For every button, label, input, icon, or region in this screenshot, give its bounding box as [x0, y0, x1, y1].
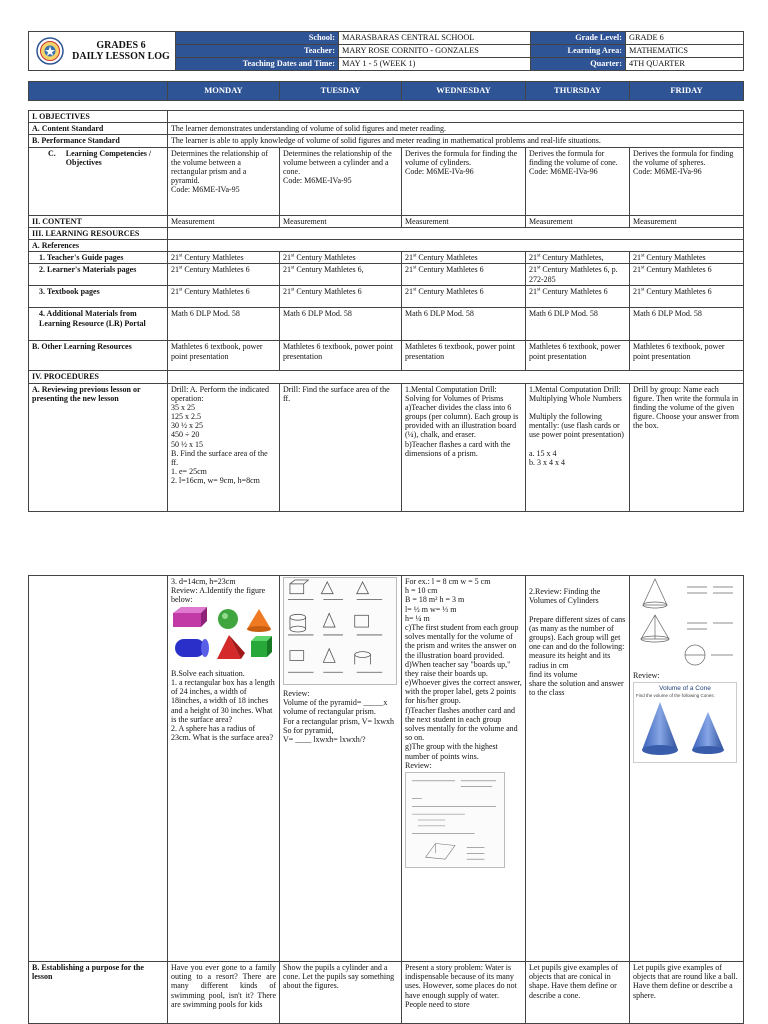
quarter-label: Quarter:	[531, 58, 626, 71]
purpose-label: B. Establishing a purpose for the lesson	[29, 962, 168, 1024]
performance-standard-row	[29, 135, 744, 147]
tg-text: Century Mathletes	[416, 253, 478, 263]
cont-thursday-text: 2.Review: Finding the Volumes of Cylinders Prepare different sizes of cans (as many as the number of groups). Each group will get one can and do the following: measure its height and its radius in cm find its volume share the solution and answer to the class	[529, 587, 626, 698]
day-friday: FRIDAY	[630, 82, 744, 101]
tb-friday	[630, 286, 744, 308]
tg-prefix: 21	[405, 253, 413, 263]
dates-label: Teaching Dates and Time:	[176, 58, 339, 71]
performance-standard-label: B. Performance Standard	[29, 135, 168, 147]
teacher-value: MARY ROSE CORNITO - GONZALES	[339, 45, 531, 58]
cont-friday	[630, 576, 744, 962]
competency-tuesday: Determines the relationship of the volume between a cylinder and a cone. Code: M6ME-IVa-95	[280, 147, 402, 215]
content-friday: Measurement	[630, 215, 744, 227]
competency-friday: Derives the formula for finding the volume of spheres. Code: M6ME-IVa-96	[630, 147, 744, 215]
tb-thursday	[526, 286, 630, 308]
tb-text: Century Mathletes 6	[416, 287, 484, 297]
content-wednesday: Measurement	[402, 215, 526, 227]
tb-sup: st	[641, 287, 645, 293]
blue-cones-image	[636, 698, 734, 758]
am-wednesday: Math 6 DLP Mod. 58	[402, 308, 526, 341]
tg-sup: st	[291, 253, 295, 259]
lm-sup: st	[641, 265, 645, 271]
content-standard-value: The learner demonstrates understanding of volume of solid figures and meter reading.	[168, 123, 744, 135]
quarter-value: 4TH QUARTER	[626, 58, 744, 71]
tb-prefix: 21	[283, 287, 291, 297]
teachers-guide-label: 1. Teacher's Guide pages	[29, 252, 168, 264]
content-standard-label: A. Content Standard	[29, 123, 168, 135]
tb-prefix: 21	[171, 287, 179, 297]
references-row	[29, 239, 744, 251]
lm-wednesday	[402, 264, 526, 286]
resources-heading-row	[29, 227, 744, 239]
tb-tuesday	[280, 286, 402, 308]
dll-title: DAILY LESSON LOG	[72, 51, 170, 62]
content-tuesday: Measurement	[280, 215, 402, 227]
tg-text: Century Mathletes	[644, 253, 706, 263]
content-thursday: Measurement	[526, 215, 630, 227]
content-standard-row	[29, 123, 744, 135]
purpose-row	[29, 962, 744, 1024]
competencies-label-cell	[29, 147, 168, 215]
learners-materials-row	[29, 264, 744, 286]
tb-sup: st	[179, 287, 183, 293]
competencies-row	[29, 147, 744, 215]
tg-friday	[630, 252, 744, 264]
cont-monday-top: 3. d=14cm, h=23cm Review: A.Identify the figure below:	[171, 577, 266, 605]
day-monday: MONDAY	[168, 82, 280, 101]
cone-worksheet	[633, 682, 737, 763]
tb-sup: st	[291, 287, 295, 293]
day-wednesday: WEDNESDAY	[402, 82, 526, 101]
references-blank	[168, 239, 744, 251]
lm-text: Century Mathletes 6	[416, 265, 484, 275]
header-table	[28, 31, 744, 71]
reviewing-thursday: 1.Mental Computation Drill: Multiplying Whole Numbers Multiply the following mentally: (use flash cards or use power point presentation) a. 15 x 4 b. 3 x 4 x 4	[526, 383, 630, 511]
learners-materials-label: 2. Learner's Materials pages	[29, 264, 168, 286]
teachers-guide-row	[29, 252, 744, 264]
textbook-label: 3. Textbook pages	[29, 286, 168, 308]
lm-prefix: 21	[171, 265, 179, 275]
lm-tuesday	[280, 264, 402, 286]
day-header-blank	[29, 82, 168, 101]
other-wednesday: Mathletes 6 textbook, power point presentation	[402, 341, 526, 371]
objectives-heading-row	[29, 111, 744, 123]
purpose-friday: Let pupils give examples of objects that are round like a ball. Have them define or describe a sphere.	[630, 962, 744, 1024]
resources-heading: III. LEARNING RESOURCES	[29, 227, 168, 239]
reviewing-friday: Drill by group: Name each figure. Then write the formula in finding the volume of the given figure. Choose your answer from the box.	[630, 383, 744, 511]
log-title	[70, 40, 172, 63]
procedures-heading-blank	[168, 371, 744, 383]
cone-worksheet-title: Volume of a Cone	[659, 685, 711, 693]
learning-area-label: Learning Area:	[531, 45, 626, 58]
lm-text: Century Mathletes 6	[182, 265, 250, 275]
content-monday: Measurement	[168, 215, 280, 227]
lm-sup: st	[413, 265, 417, 271]
other-resources-label: B. Other Learning Resources	[29, 341, 168, 371]
am-monday: Math 6 DLP Mod. 58	[168, 308, 280, 341]
tg-sup: st	[537, 253, 541, 259]
grade-level-value: GRADE 6	[626, 32, 744, 45]
grade-level-label: Grade Level:	[531, 32, 626, 45]
tg-sup: st	[179, 253, 183, 259]
lm-text: Century Mathletes 6, p. 272-285	[529, 265, 618, 284]
lesson-table-continued	[28, 575, 744, 1024]
tg-prefix: 21	[633, 253, 641, 263]
reviewing-row	[29, 383, 744, 511]
logo-cell	[29, 32, 176, 71]
objectives-heading-blank	[168, 111, 744, 123]
tb-wednesday	[402, 286, 526, 308]
cont-wednesday	[402, 576, 526, 962]
lm-thursday	[526, 264, 630, 286]
textbook-row	[29, 286, 744, 308]
school-label: School:	[176, 32, 339, 45]
competency-thursday: Derives the formula for finding the volume of cone. Code: M6ME-IVa-96	[526, 147, 630, 215]
cont-thursday	[526, 576, 630, 962]
tg-wednesday	[402, 252, 526, 264]
tb-text: Century Mathletes 6	[182, 287, 250, 297]
lm-sup: st	[179, 265, 183, 271]
tg-tuesday	[280, 252, 402, 264]
lesson-table	[28, 110, 744, 512]
reviewing-tuesday: Drill: Find the surface area of the ff.	[280, 383, 402, 511]
tg-text: Century Mathletes	[182, 253, 244, 263]
other-monday: Mathletes 6 textbook, power point presentation	[168, 341, 280, 371]
objectives-heading: I. OBJECTIVES	[29, 111, 168, 123]
tb-prefix: 21	[633, 287, 641, 297]
purpose-tuesday: Show the pupils a cylinder and a cone. Let the pupils say something about the figures.	[280, 962, 402, 1024]
tg-prefix: 21	[283, 253, 291, 263]
teacher-label: Teacher:	[176, 45, 339, 58]
competencies-letter: C.	[48, 148, 56, 158]
cone-worksheet-subtitle: Find the volume of the following Cones:	[636, 692, 715, 698]
tg-monday	[168, 252, 280, 264]
reviewing-monday: Drill: A. Perform the indicated operation: 35 x 25 125 x 2.5 30 ½ x 25 450 ÷ 20 50 ½ x 15 B. Find the surface area of the ff. 1. e= 25cm 2. l=16cm, w= 9cm, h=8cm	[168, 383, 280, 511]
competency-wednesday: Derives the formula for finding the volume of cylinders. Code: M6ME-IVa-96	[402, 147, 526, 215]
lm-sup: st	[537, 265, 541, 271]
performance-standard-value: The learner is able to apply knowledge of volume of solid figures and meter reading in mathematical problems and real-life situations.	[168, 135, 744, 147]
tg-thursday	[526, 252, 630, 264]
am-friday: Math 6 DLP Mod. 58	[630, 308, 744, 341]
other-resources-row	[29, 341, 744, 371]
other-tuesday: Mathletes 6 textbook, power point presentation	[280, 341, 402, 371]
lm-prefix: 21	[529, 265, 537, 275]
lm-text: Century Mathletes 6,	[294, 265, 364, 275]
reviewing-wednesday: 1.Mental Computation Drill: Solving for Volumes of Prisms a)Teacher divides the class into 6 groups (per column). Each group is provided with an illustration board (¼), chalk, and eraser. b)Teacher flashes a card with the dimensions of a prism.	[402, 383, 526, 511]
day-tuesday: TUESDAY	[280, 82, 402, 101]
purpose-wednesday: Present a story problem: Water is indispensable because of its many uses. However, some places do not have enough supply of water. People need to store	[402, 962, 526, 1024]
day-thursday: THURSDAY	[526, 82, 630, 101]
lm-prefix: 21	[283, 265, 291, 275]
am-tuesday: Math 6 DLP Mod. 58	[280, 308, 402, 341]
tg-sup: st	[413, 253, 417, 259]
purpose-thursday: Let pupils give examples of objects that are conical in shape. Have them define or describe a cone.	[526, 962, 630, 1024]
tb-text: Century Mathletes 6	[294, 287, 362, 297]
school-value: MARASBARAS CENTRAL SCHOOL	[339, 32, 531, 45]
solid-figures-image	[171, 607, 275, 665]
additional-materials-row	[29, 308, 744, 341]
tg-sup: st	[641, 253, 645, 259]
tb-prefix: 21	[405, 287, 413, 297]
lm-prefix: 21	[405, 265, 413, 275]
other-thursday: Mathletes 6 textbook, power point presentation	[526, 341, 630, 371]
tb-text: Century Mathletes 6	[540, 287, 608, 297]
lm-text: Century Mathletes 6	[644, 265, 712, 275]
tg-prefix: 21	[529, 253, 537, 263]
learning-area-value: MATHEMATICS	[626, 45, 744, 58]
procedures-heading-row	[29, 371, 744, 383]
tb-sup: st	[413, 287, 417, 293]
tb-sup: st	[537, 287, 541, 293]
worksheet-figures-image	[283, 577, 397, 685]
reviewing-continued-label	[29, 576, 168, 962]
cont-friday-review: Review:	[633, 671, 660, 680]
lm-sup: st	[291, 265, 295, 271]
day-header-table	[28, 81, 744, 101]
am-thursday: Math 6 DLP Mod. 58	[526, 308, 630, 341]
tb-monday	[168, 286, 280, 308]
reviewing-label: A. Reviewing previous lesson or presenting the new lesson	[29, 383, 168, 511]
cont-monday	[168, 576, 280, 962]
lm-monday	[168, 264, 280, 286]
cont-tuesday	[280, 576, 402, 962]
tb-text: Century Mathletes 6	[644, 287, 712, 297]
lm-friday	[630, 264, 744, 286]
cone-sphere-worksheet-image	[633, 577, 739, 669]
competencies-label: Learning Competencies / Objectives	[65, 148, 152, 167]
tg-text: Century Mathletes	[294, 253, 356, 263]
content-row	[29, 215, 744, 227]
tg-prefix: 21	[171, 253, 179, 263]
review-worksheet-image	[405, 772, 505, 868]
lm-prefix: 21	[633, 265, 641, 275]
reviewing-continued-row	[29, 576, 744, 962]
tg-text: Century Mathletes,	[540, 253, 604, 263]
competency-monday: Determines the relationship of the volume between a rectangular prism and a pyramid. Code: M6ME-IVa-95	[168, 147, 280, 215]
cont-wednesday-text: For ex.: l = 8 cm w = 5 cm h = 10 cm B = 18 m² h = 3 m l= ½ m w= ⅓ m h= ¼ m c)The first student from each group solves mentally for the volume of the prism and writes the answer on the illustration board provided. d)When teacher say "boards up," they raise their boards up. e)Whoever gives the correct answer, with the proper label, gets 2 points for his/her group. f)Teacher flashes another card and the next student in each group solves mentally for the volume and so on. g)The group with the highest number of points wins. Review:	[405, 577, 522, 770]
procedures-heading: IV. PROCEDURES	[29, 371, 168, 383]
references-label: A. References	[29, 239, 168, 251]
deped-seal-icon	[36, 37, 64, 65]
purpose-monday: Have you ever gone to a family outing to a resort? There are many different kinds of swimming pool, isn't it? There are swimming pools for kids	[168, 962, 280, 1024]
cont-tuesday-text: Review: Volume of the pyramid= _____x volume of rectangular prism. For a rectangular prism, V= lxwxh So for pyramid, V= ____ lxwxh= lxwxh/?	[283, 689, 395, 744]
dates-value: MAY 1 - 5 (WEEK 1)	[339, 58, 531, 71]
grade-title: GRADES 6	[96, 39, 146, 51]
resources-heading-blank	[168, 227, 744, 239]
content-heading: II. CONTENT	[29, 215, 168, 227]
tb-prefix: 21	[529, 287, 537, 297]
additional-materials-label: 4. Additional Materials from Learning Resource (LR) Portal	[29, 308, 168, 341]
other-friday: Mathletes 6 textbook, power point presentation	[630, 341, 744, 371]
cont-monday-bottom: B.Solve each situation. 1. a rectangular box has a length of 24 inches, a width of 18inches, a width of 18 inches and a height of 30 inches. What is the surface area? 2. A sphere has a radius of 23cm. What is the surface area?	[171, 668, 275, 743]
